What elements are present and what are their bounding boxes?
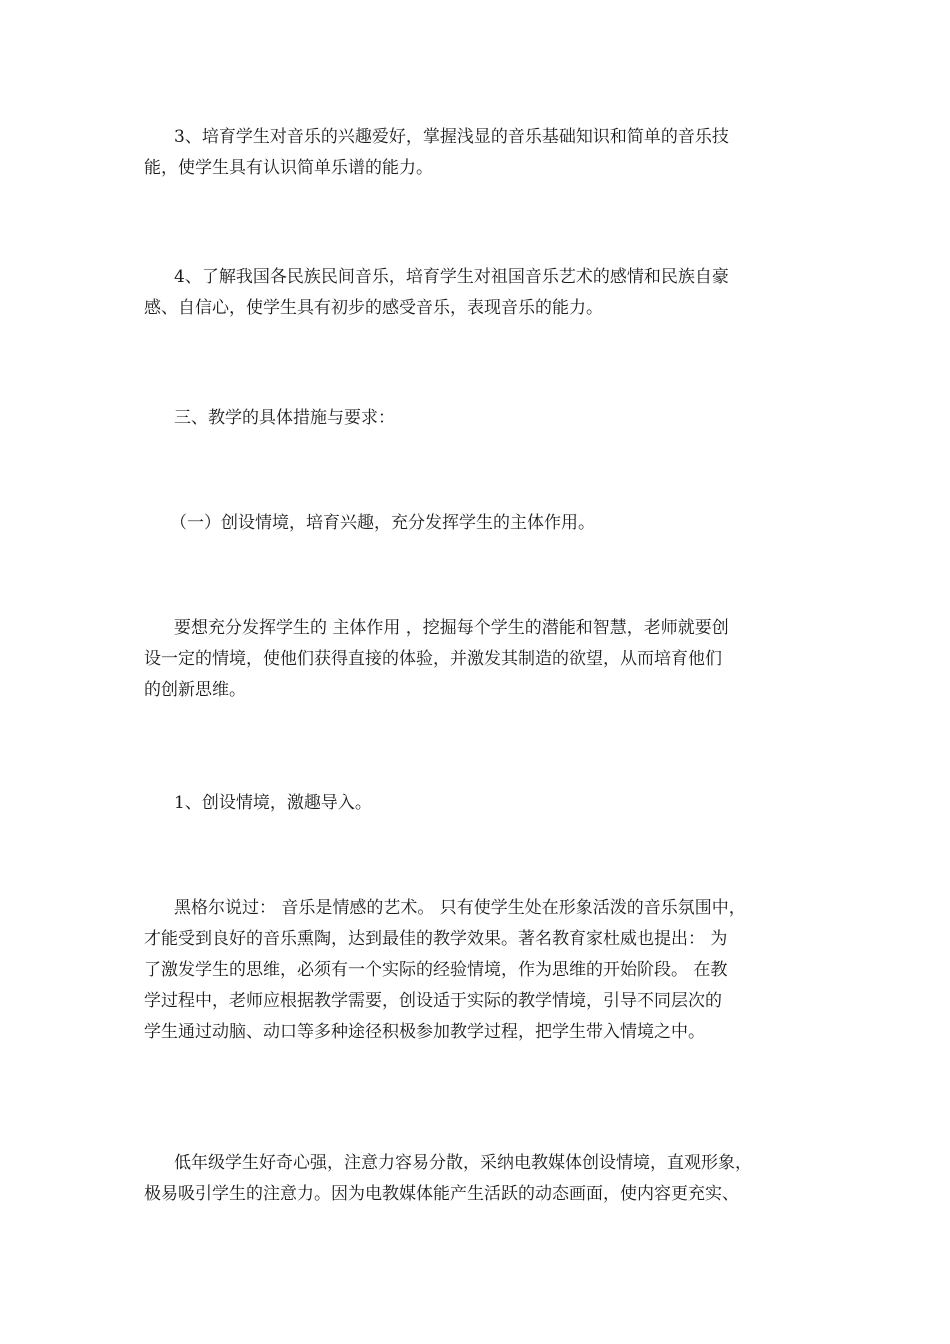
section-heading xyxy=(144,403,808,434)
paragraph-item-1 xyxy=(144,788,808,819)
text-line: 学过程中，老师应根据教学需要，创设适于实际的教学情境，引导不同层次的 xyxy=(144,991,722,1011)
text-line: 了激发学生的思维，必须有一个实际的经验情境，作为思维的开始阶段。 在教 xyxy=(144,960,728,980)
text-line: 黑格尔说过： 音乐是情感的艺术。 只有使学生处在形象活泼的音乐氛围中， xyxy=(174,898,746,918)
text-line: 学生通过动脑、动口等多种途径积极参加教学过程，把学生带入情境之中。 xyxy=(144,1022,705,1042)
subsection-heading xyxy=(144,508,808,539)
text-line: 低年级学生好奇心强，注意力容易分散，采纳电教媒体创设情境，直观形象， xyxy=(174,1153,752,1173)
text-line: 感、自信心，使学生具有初步的感受音乐，表现音乐的能力。 xyxy=(144,298,603,318)
text-line: 1、创设情境，激趣导入。 xyxy=(174,793,372,813)
paragraph-item-3 xyxy=(144,122,808,184)
text-line: 3、培育学生对音乐的兴趣爱好，掌握浅显的音乐基础知识和简单的音乐技 xyxy=(174,127,729,147)
text-line: 能，使学生具有认识简单乐谱的能力。 xyxy=(144,158,433,178)
paragraph-item-4 xyxy=(144,262,808,324)
text-line: 要想充分发挥学生的 主体作用 ，挖掘每个学生的潜能和智慧，老师就要创 xyxy=(174,618,729,638)
text-line: 4、了解我国各民族民间音乐，培育学生对祖国音乐艺术的感情和民族自豪 xyxy=(174,267,729,287)
text-line: 极易吸引学生的注意力。因为电教媒体能产生活跃的动态画面，使内容更充实、 xyxy=(144,1184,739,1204)
text-line: （一）创设情境，培育兴趣，充分发挥学生的主体作用。 xyxy=(170,513,595,533)
paragraph-body-1 xyxy=(144,613,808,706)
text-line: 的创新思维。 xyxy=(144,680,246,700)
text-line: 三、教学的具体措施与要求： xyxy=(174,408,395,428)
text-line: 才能受到良好的音乐熏陶，达到最佳的教学效果。著名教育家杜威也提出： 为 xyxy=(144,929,728,949)
paragraph-body-3 xyxy=(144,1148,808,1210)
text-line: 设一定的情境，使他们获得直接的体验，并激发其制造的欲望，从而培育他们 xyxy=(144,649,722,669)
paragraph-body-2 xyxy=(144,893,808,1048)
